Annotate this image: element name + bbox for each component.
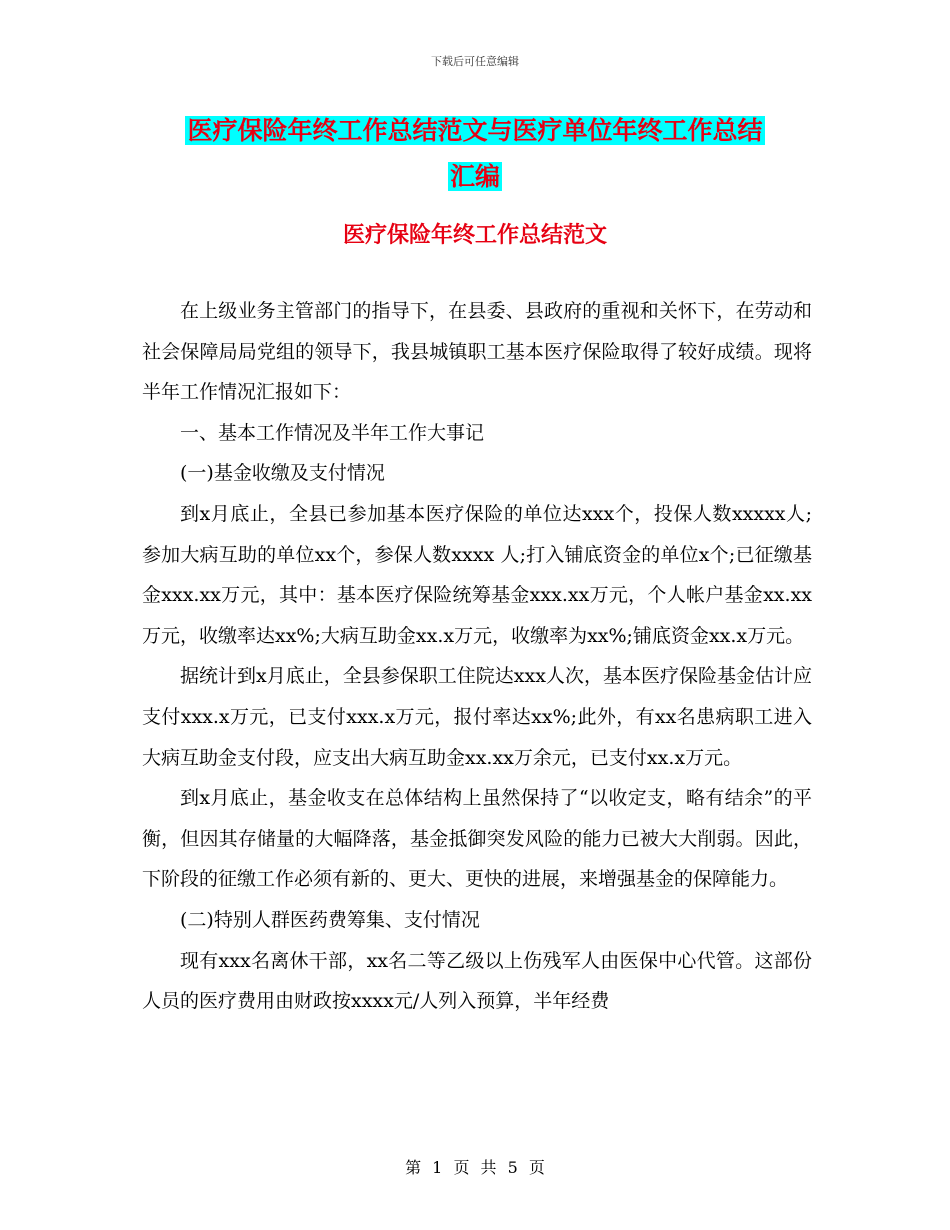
page-footer: 第 1 页 共 5 页 [405,1158,545,1177]
paragraph: 现有xxx名离休干部，xx名二等乙级以上伤残军人由医保中心代管。这部份人员的医疗费用由财政按xxxx元/人列入预算，半年经费 [142,949,812,1013]
paragraph: 到x月底止，全县已参加基本医疗保险的单位达xxx个，投保人数xxxxx人;参加大病互助的单位xx个，参保人数xxxx 人;打入铺底资金的单位x个;已征缴基金xxx.xx万元，其中：基本医疗保险统筹基金xxx.xx万元，个人帐户基金xx.xx万元，收缴率达xx%;大病互助金xx.x万元，收缴率为xx%;铺底资金xx.x万元。 [142,502,812,647]
paragraph: (一)基金收缴及支付情况 [180,462,385,485]
title-line-1: 医疗保险年终工作总结范文与医疗单位年终工作总结 [187,116,763,145]
title-line-2: 汇编 [449,162,500,191]
paragraph: 一、基本工作情况及半年工作大事记 [180,421,485,444]
paragraph: 到x月底止，基金收支在总体结构上虽然保持了“以收定支，略有结余”的平衡，但因其存储量的大幅降落，基金抵御突发风险的能力已被大大削弱。因此，下阶段的征缴工作必须有新的、更大、更快的进展，来增强基金的保障能力。 [142,787,812,891]
body-text [142,291,812,1022]
section-title: 医疗保险年终工作总结范文 [342,222,607,248]
paragraph: 在上级业务主管部门的指导下，在县委、县政府的重视和关怀下，在劳动和社会保障局局党组的领导下，我县城镇职工基本医疗保险取得了较好成绩。现将半年工作情况汇报如下： [142,300,812,404]
document-title [90,108,860,200]
paragraph: (二)特别人群医药费筹集、支付情况 [180,908,480,931]
header-note: 下载后可任意编辑 [431,55,519,68]
paragraph: 据统计到x月底止，全县参保职工住院达xxx人次，基本医疗保险基金估计应支付xxx.x万元，已支付xxx.x万元，报付率达xx%;此外，有xx名患病职工进入大病互助金支付段，应支出大病互助金xx.xx万余元，已支付xx.x万元。 [142,665,812,769]
